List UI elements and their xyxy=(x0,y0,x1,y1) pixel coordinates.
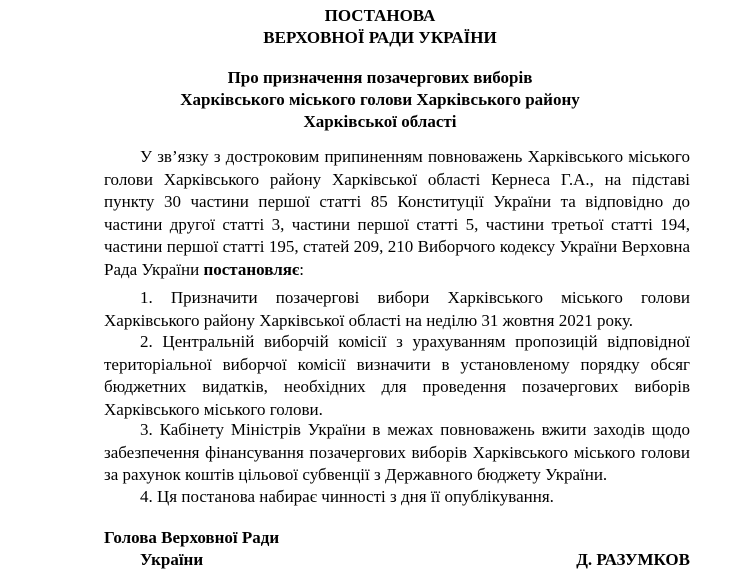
signatory-name: Д. РАЗУМКОВ xyxy=(576,550,690,569)
signatory-position-line-2: України xyxy=(140,550,204,569)
subject-line-1: Про призначення позачергових виборів xyxy=(227,68,533,87)
resolution-item-4: 4. Ця постанова набирає чинності з дня її опублікування. xyxy=(140,487,554,506)
subject-line-3: Харківської області xyxy=(303,112,457,131)
signatory-position-line-1: Голова Верховної Ради xyxy=(104,528,280,547)
preamble-text: У зв’язку з достроковим припиненням повноважень Харківського міського голови Харківського району Харківської області Кернеса Г.А., на підставі пункту 30 частини першої статті 85 Конституції України та відповідно до частини другої статті 3, частини першої статті 5, частини третьої статті 194, частини першої статті 195, статей 209, 210 Виборчого кодексу України Верховна Рада України xyxy=(104,147,690,279)
resolution-item-3: 3. Кабінету Міністрів України в межах повноважень вжити заходів щодо забезпечення фінансування позачергових виборів Харківського міського голови за рахунок коштів цільової субвенції з Державного бюджету України. xyxy=(104,420,690,484)
document-title: ПОСТАНОВА xyxy=(324,6,436,25)
issuing-authority: ВЕРХОВНОЇ РАДИ УКРАЇНИ xyxy=(263,28,497,47)
preamble-tail: : xyxy=(299,259,305,279)
preamble-emphasis: постановляє xyxy=(203,259,300,279)
preamble-paragraph xyxy=(104,146,690,281)
resolution-item-2: 2. Центральній виборчій комісії з урахуванням пропозицій відповідної територіальної виборчої комісії визначити в установленому порядку обсяг бюджетних видатків, необхідних для проведення позачергових виборів Харківського міського голови. xyxy=(104,332,690,419)
resolution-item-1: 1. Призначити позачергові вибори Харківського міського голови Харківського району Харківської області на неділю 31 жовтня 2021 року. xyxy=(104,288,690,330)
subject-line-2: Харківського міського голови Харківського району xyxy=(180,90,580,109)
